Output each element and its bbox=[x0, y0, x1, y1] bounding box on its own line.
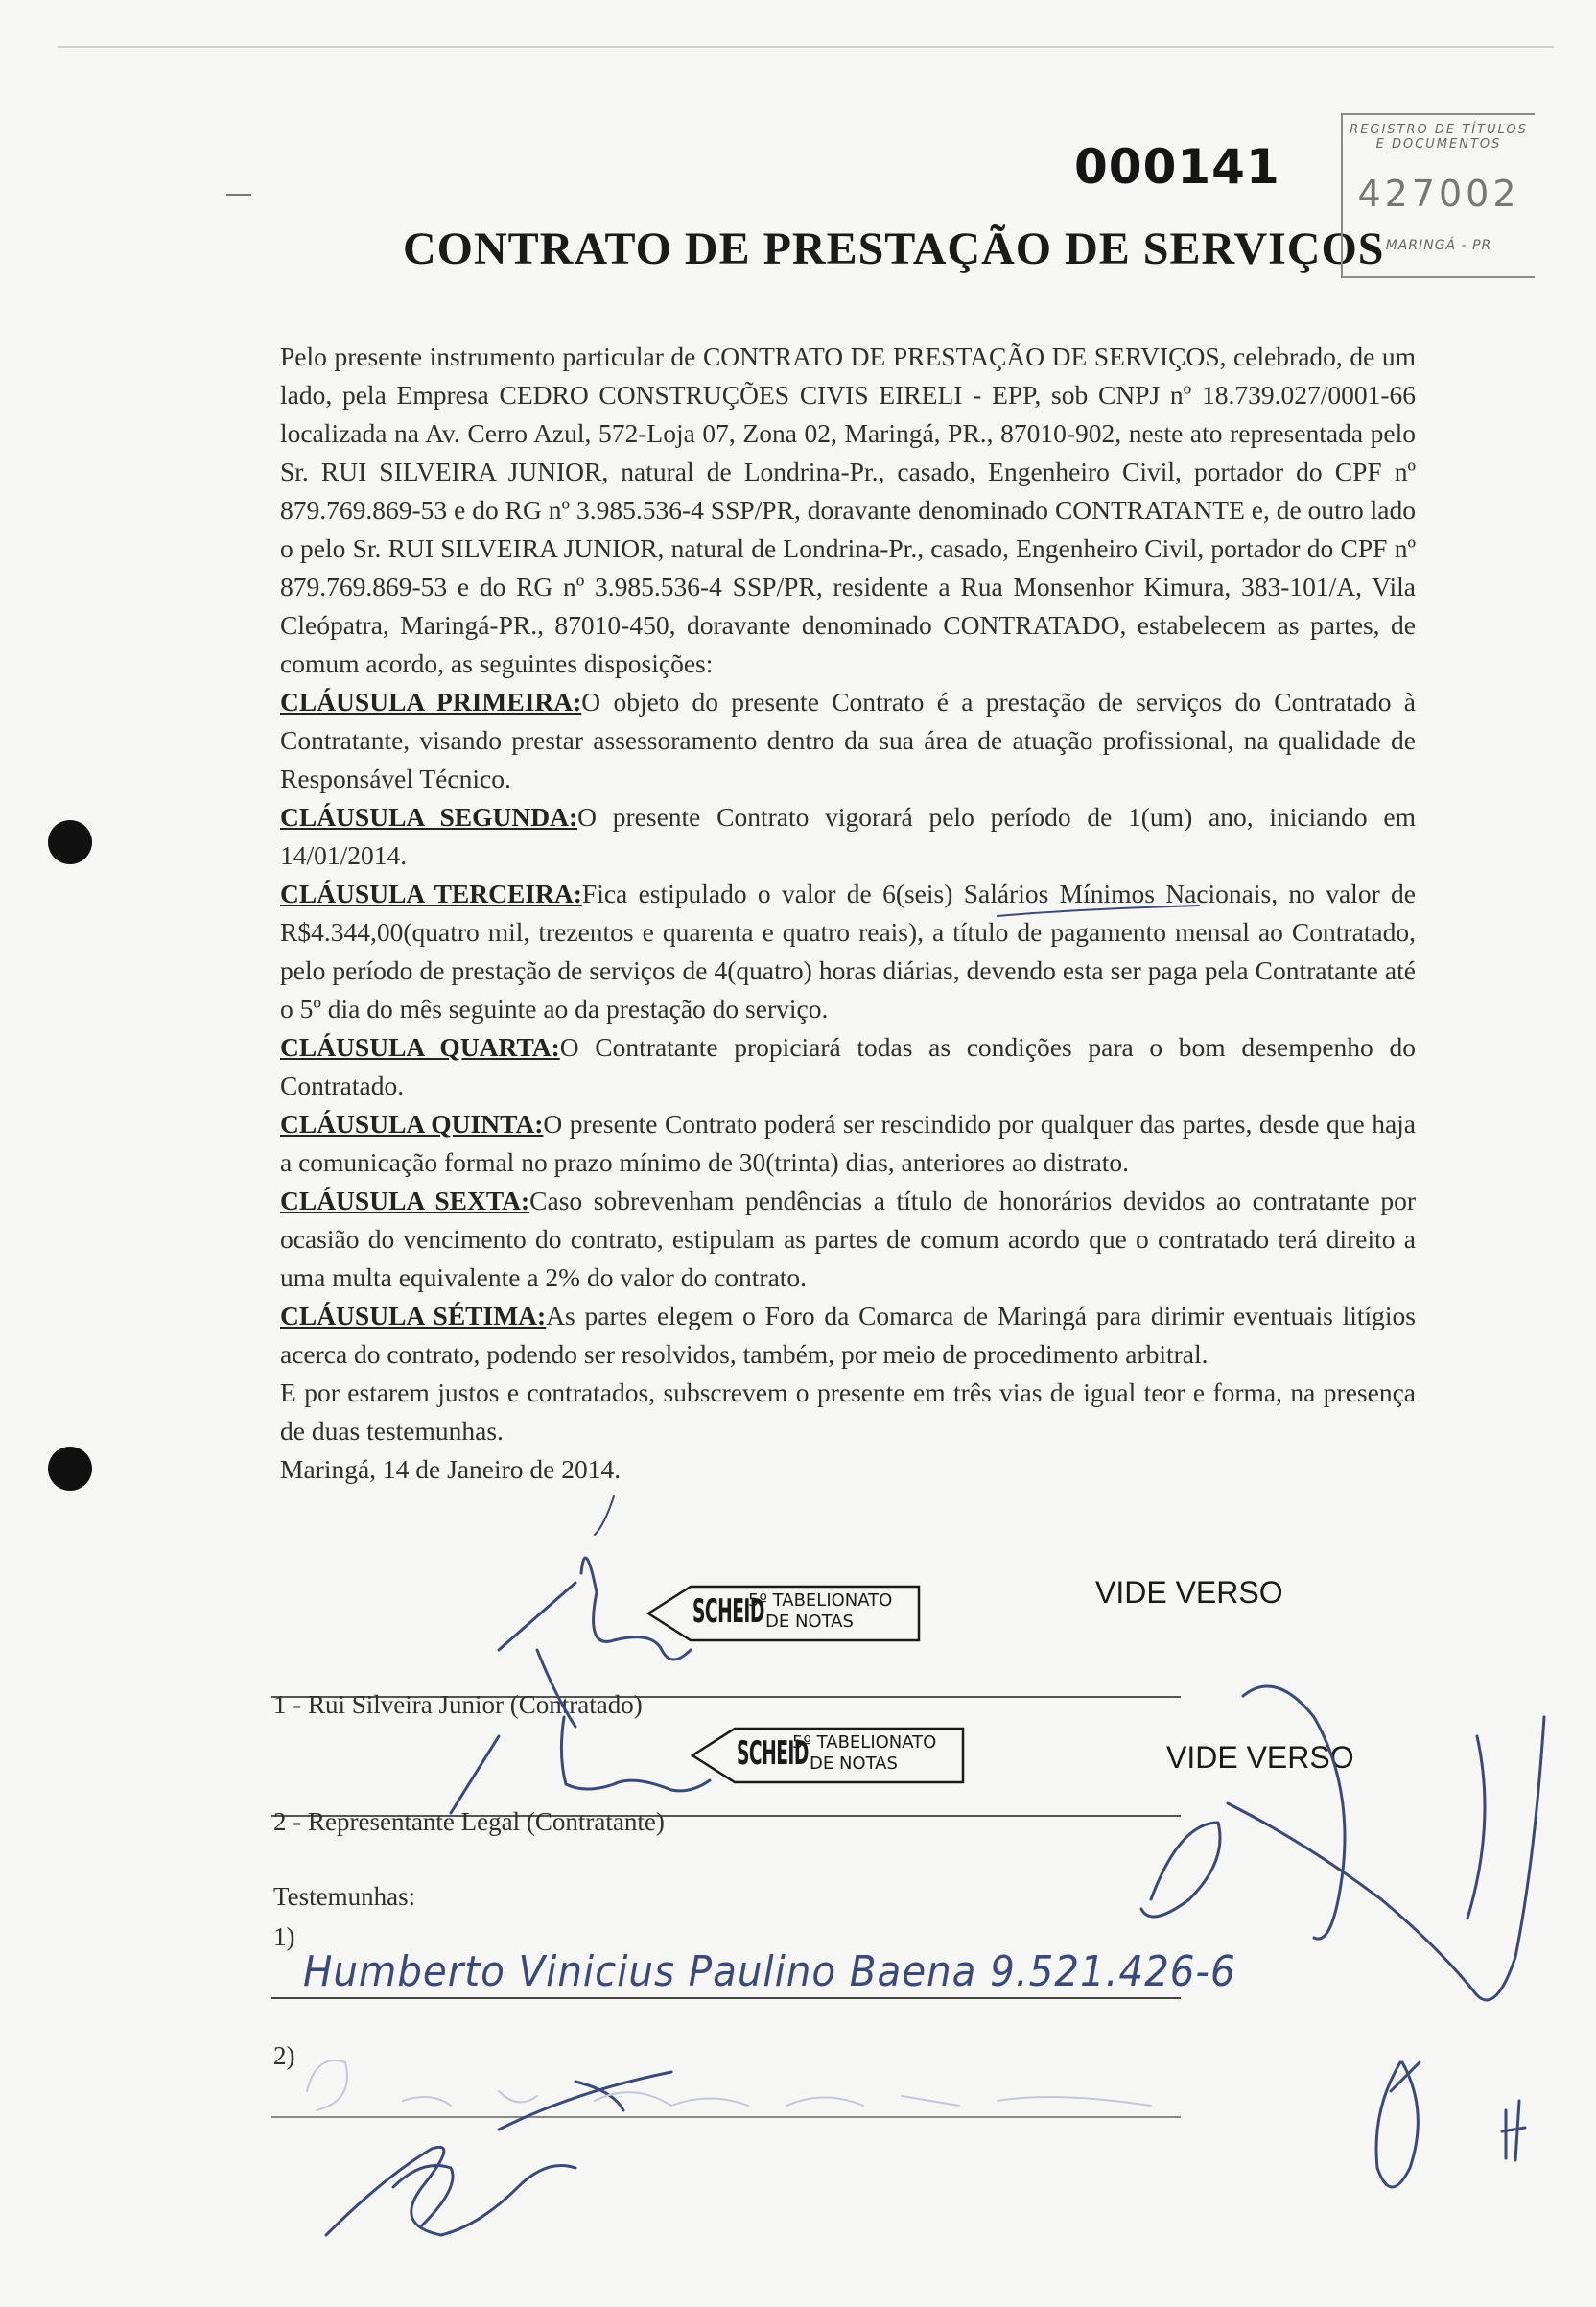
vide-verso-2: VIDE VERSO bbox=[1166, 1740, 1354, 1775]
clause-7-text: As partes elegem o Foro da Comarca de Maringá para dirimir eventuais litígios acerca do contrato, podendo ser resolvidos, também, por meio de procedimento arbitral. bbox=[280, 1301, 1416, 1369]
registry-stamp-number: 427002 bbox=[1357, 173, 1520, 215]
clause-1-title: CLÁUSULA PRIMEIRA: bbox=[280, 687, 582, 717]
registry-stamp-line1: REGISTRO DE TÍTULOS bbox=[1350, 123, 1528, 137]
clause-5-text: O presente Contrato poderá ser rescindido por qualquer das partes, desde que haja a comunicação formal no prazo mínimo de 30(trinta) dias, anteriores ao distrato. bbox=[280, 1109, 1417, 1177]
witness-1-number: 1) bbox=[273, 1922, 295, 1951]
witnesses-heading: Testemunhas: bbox=[273, 1882, 416, 1911]
signature-label-contratante: 2 - Representante Legal (Contratante) bbox=[273, 1807, 665, 1836]
notary-stamp-1-line2: DE NOTAS bbox=[765, 1612, 854, 1632]
clause-6-title: CLÁUSULA SEXTA: bbox=[280, 1186, 530, 1215]
notary-stamp-2-line1: 5º TABELIONATO bbox=[792, 1732, 937, 1753]
signature-label-contratado: 1 - Rui Silveira Junior (Contratado) bbox=[273, 1690, 643, 1719]
notary-stamp-1-line1: 5º TABELIONATO bbox=[748, 1590, 893, 1611]
witness-1-handwritten-name: Humberto Vinicius Paulino Baena 9.521.426-6 bbox=[303, 1947, 1236, 1996]
clause-2-text: O presente Contrato vigorará pelo período de 1(um) ano, iniciando em 14/01/2014. bbox=[280, 802, 1416, 870]
document-number: 000141 bbox=[1074, 139, 1280, 195]
registry-stamp-line2: E DOCUMENTOS bbox=[1375, 137, 1502, 152]
clause-7-title: CLÁUSULA SÉTIMA: bbox=[280, 1301, 547, 1330]
contract-title: CONTRATO DE PRESTAÇÃO DE SERVIÇOS bbox=[403, 224, 1385, 274]
vide-verso-1: VIDE VERSO bbox=[1095, 1575, 1283, 1610]
notary-stamp-2-brand: SCHEID bbox=[737, 1734, 809, 1773]
notary-stamp-2-line2: DE NOTAS bbox=[810, 1754, 898, 1774]
clause-6-text: Caso sobrevenham pendências a título de honorários devidos ao contratante por ocasião do vencimento do contrato, estipulam as partes de comum acordo que o contratado terá direito a uma multa equivalente a 2% do valor do contrato. bbox=[280, 1186, 1417, 1292]
clause-3-text: Fica estipulado o valor de 6(seis) Salários Mínimos Nacionais, no valor de R$4.344,00(quatro mil, trezentos e quarenta e quatro reais), a título de pagamento mensal ao Contratado, pelo período de prestação de serviços de 4(quatro) horas diárias, devendo esta ser paga pela Contratante até o 5º dia do mês seguinte ao da prestação do serviço. bbox=[280, 879, 1416, 1024]
closing-paragraph: E por estarem justos e contratados, subscrevem o presente em três vias de igual teor e forma, na presença de duas testemunhas. bbox=[280, 1377, 1416, 1446]
clause-4-text: O Contratante propiciará todas as condições para o bom desempenho do Contratado. bbox=[280, 1032, 1416, 1100]
clause-4-title: CLÁUSULA QUARTA: bbox=[280, 1032, 560, 1062]
witness-2-number: 2) bbox=[273, 2041, 295, 2070]
registry-stamp-city: MARINGÁ - PR bbox=[1385, 238, 1492, 253]
contract-date: Maringá, 14 de Janeiro de 2014. bbox=[280, 1454, 622, 1484]
clause-1-text: O objeto do presente Contrato é a prestação de serviços do Contratado à Contratante, visando prestar assessoramento dentro da sua área de atuação profissional, na qualidade de Responsável Técnico. bbox=[280, 687, 1416, 793]
clause-2-title: CLÁUSULA SEGUNDA: bbox=[280, 802, 578, 832]
clause-5-title: CLÁUSULA QUINTA: bbox=[280, 1109, 544, 1139]
intro-paragraph: Pelo presente instrumento particular de CONTRATO DE PRESTAÇÃO DE SERVIÇOS, celebrado, de um lado, pela Empresa CEDRO CONSTRUÇÕES CIVIS EIRELI - EPP, sob CNPJ nº 18.739.027/0001-66 localizada na Av. Cerro Azul, 572-Loja 07, Zona 02, Maringá, PR., 87010-902, neste ato representada pelo Sr. RUI SILVEIRA JUNIOR, natural de Londrina-Pr., casado, Engenheiro Civil, portador do CPF nº 879.769.869-53 e do RG nº 3.985.536-4 SSP/PR, doravante denominado CONTRATANTE e, de outro lado o pelo Sr. RUI SILVEIRA JUNIOR, natural de Londrina-Pr., casado, Engenheiro Civil, portador do CPF nº 879.769.869-53 e do RG nº 3.985.536-4 SSP/PR, residente a Rua Monsenhor Kimura, 383-101/A, Vila Cleópatra, Maringá-PR., 87010-450, doravante denominado CONTRATADO, estabelecem as partes, de comum acordo, as seguintes disposições: bbox=[280, 341, 1416, 678]
clause-3-title: CLÁUSULA TERCEIRA: bbox=[280, 879, 582, 908]
notary-stamp-1-brand: SCHEID bbox=[692, 1592, 764, 1631]
